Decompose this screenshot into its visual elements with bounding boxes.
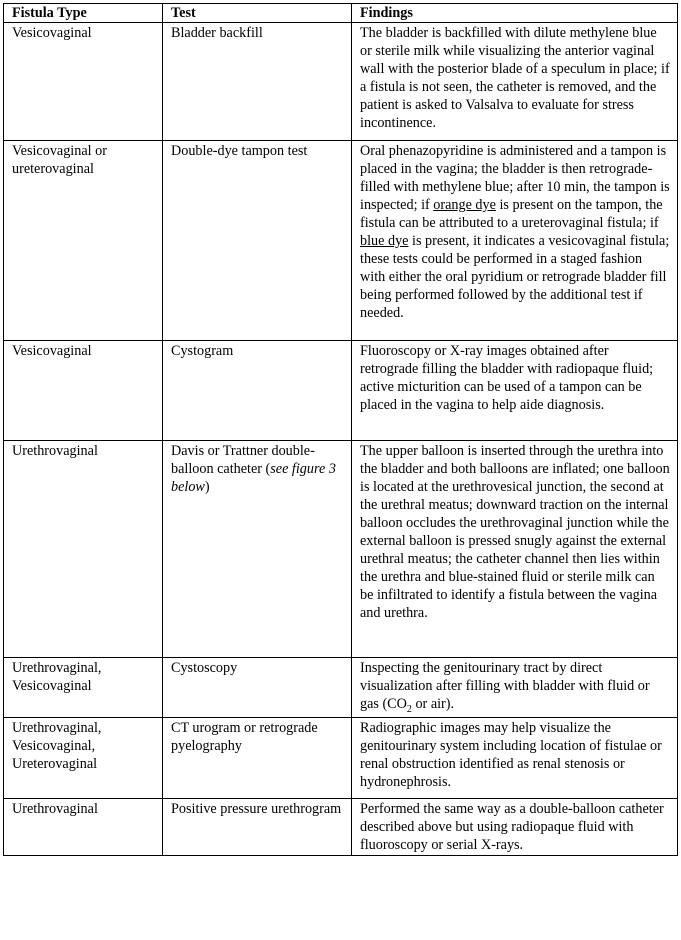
cell-test: CT urogram or retrograde pyelography bbox=[163, 718, 352, 799]
header-fistula-type: Fistula Type bbox=[4, 4, 163, 23]
orange-dye-text: orange dye bbox=[433, 197, 496, 213]
type-line: Urethrovaginal, bbox=[12, 720, 102, 736]
cell-findings bbox=[352, 141, 678, 341]
cell-fistula-type: Urethrovaginal bbox=[4, 441, 163, 658]
table-row bbox=[4, 341, 678, 441]
cell-test bbox=[163, 441, 352, 658]
cell-test: Cystogram bbox=[163, 341, 352, 441]
test-text: ) bbox=[204, 479, 210, 495]
table-row bbox=[4, 141, 678, 341]
findings-text: Inspecting the genitourinary tract by direct visualization after filling with bladder with fluid or gas (CO bbox=[360, 660, 650, 712]
test-text: Davis or Trattner double-balloon catheter ( bbox=[171, 443, 315, 477]
table-row bbox=[4, 799, 678, 856]
findings-text: is present on the tampon, the fistula can be attributed to a ureterovaginal fistula; if bbox=[360, 197, 663, 231]
type-line: Ureterovaginal bbox=[12, 756, 98, 772]
cell-test: Cystoscopy bbox=[163, 658, 352, 718]
table-header-row bbox=[4, 4, 678, 23]
figure-reference: see figure 3 below bbox=[171, 461, 336, 495]
table-row bbox=[4, 658, 678, 718]
cell-findings: Fluoroscopy or X-ray images obtained after retrograde filling the bladder with radiopaque fluid; active micturition can be used of a tampon can be placed in the vagina to help aide diagnosis. bbox=[352, 341, 678, 441]
findings-text: or air). bbox=[411, 696, 455, 712]
type-line: Vesicovaginal, bbox=[12, 738, 96, 754]
table-row bbox=[4, 718, 678, 799]
cell-fistula-type bbox=[4, 718, 163, 799]
cell-test: Double-dye tampon test bbox=[163, 141, 352, 341]
cell-findings: The upper balloon is inserted through the urethra into the bladder and both balloons are inflated; one balloon is located at the urethrovesical junction, the second at the urethral meatus; downward traction on the internal balloon occludes the urethrovaginal junction while the external balloon is pressed snugly against the external urethral meatus; the catheter channel then lies within the urethra and blue-stained fluid or sterile milk can be infiltrated to identify a fistula between the vagina and urethra. bbox=[352, 441, 678, 658]
cell-fistula-type bbox=[4, 658, 163, 718]
cell-findings: The bladder is backfilled with dilute methylene blue or sterile milk while visualizing the anterior vaginal wall with the posterior blade of a speculum in place; if a fistula is not seen, the catheter is removed, and the patient is asked to Valsalva to evaluate for stress incontinence. bbox=[352, 23, 678, 141]
type-line: Urethrovaginal, bbox=[12, 660, 102, 676]
cell-fistula-type: Vesicovaginal bbox=[4, 341, 163, 441]
cell-fistula-type: Vesicovaginal bbox=[4, 23, 163, 141]
cell-test: Bladder backfill bbox=[163, 23, 352, 141]
cell-findings bbox=[352, 658, 678, 718]
table-row bbox=[4, 23, 678, 141]
table-row bbox=[4, 441, 678, 658]
cell-findings: Radiographic images may help visualize the genitourinary system including location of fistulae or renal obstruction identified as renal stenosis or hydronephrosis. bbox=[352, 718, 678, 799]
fistula-tests-table bbox=[3, 3, 678, 856]
cell-findings: Performed the same way as a double-balloon catheter described above but using radiopaque fluid with fluoroscopy or serial X-rays. bbox=[352, 799, 678, 856]
cell-test: Positive pressure urethrogram bbox=[163, 799, 352, 856]
blue-dye-text: blue dye bbox=[360, 233, 409, 249]
header-test: Test bbox=[163, 4, 352, 23]
findings-text: Oral phenazopyridine is administered and a tampon is placed in the vagina; the bladder is then retrograde-filled with methylene blue; after 10 min, the tampon is inspected; if bbox=[360, 143, 670, 213]
cell-fistula-type: Urethrovaginal bbox=[4, 799, 163, 856]
cell-fistula-type: Vesicovaginal or ureterovaginal bbox=[4, 141, 163, 341]
type-line: Vesicovaginal bbox=[12, 678, 92, 694]
header-findings: Findings bbox=[352, 4, 678, 23]
findings-text: is present, it indicates a vesicovaginal fistula; these tests could be performed in a staged fashion with either the oral pyridium or retrograde bladder fill being performed followed by the additional test if needed. bbox=[360, 233, 670, 321]
subscript-2: 2 bbox=[406, 703, 412, 715]
